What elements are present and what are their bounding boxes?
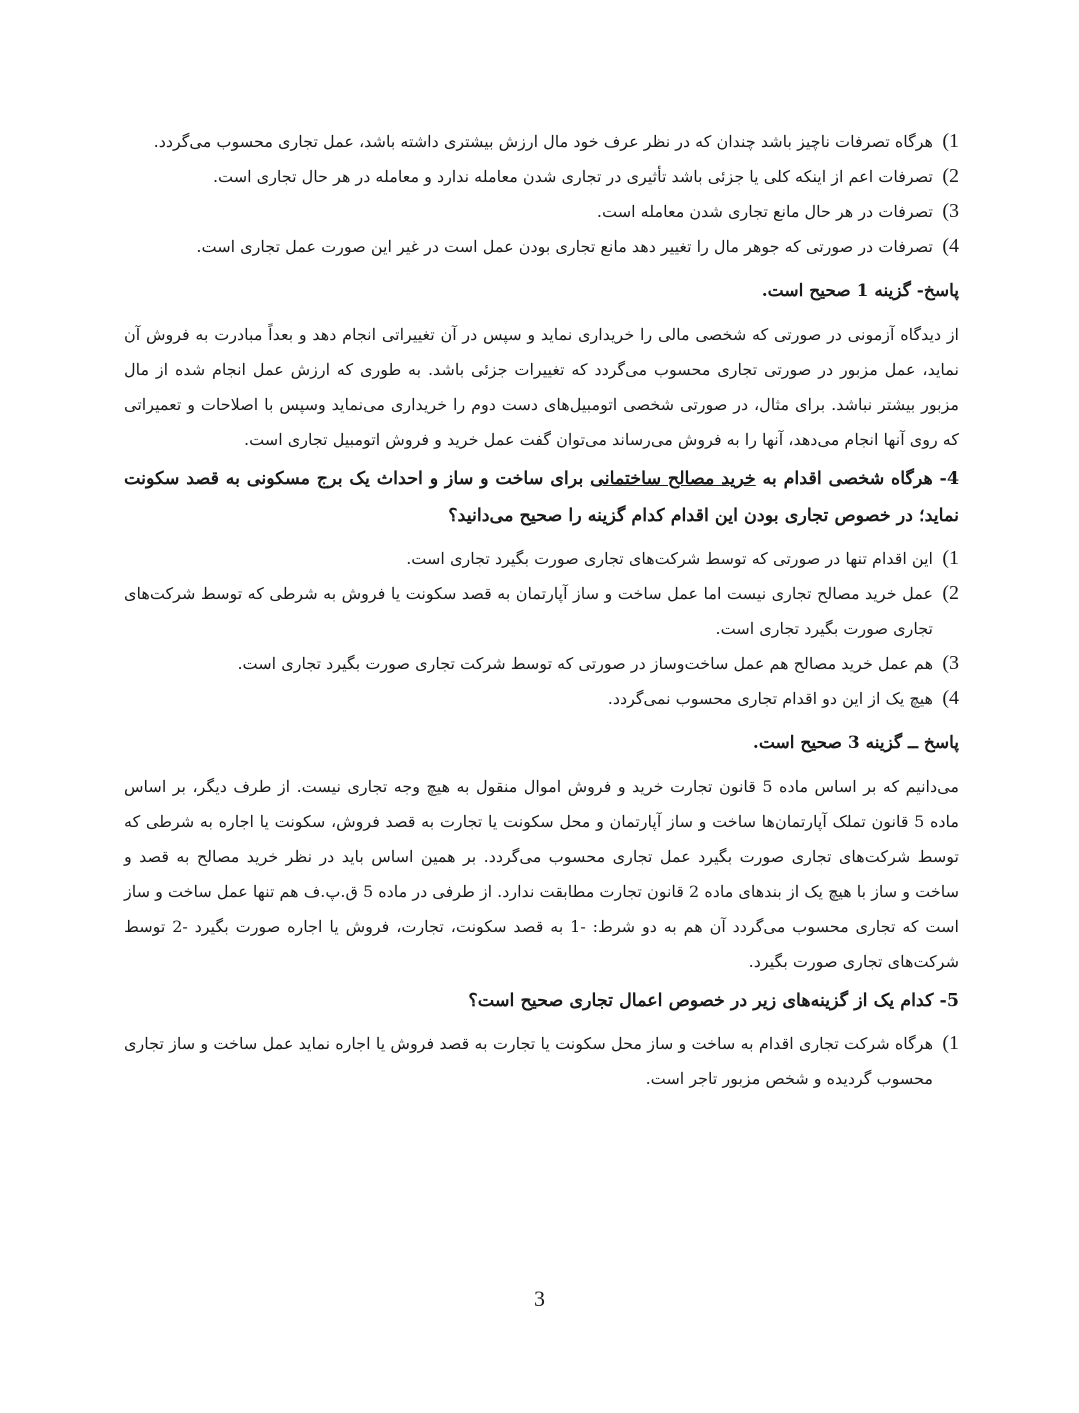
question-4-options (124, 541, 959, 716)
question-4-underlined: خرید مصالح ساختمانی (590, 469, 756, 489)
option-text: هیچ یک از این دو اقدام تجاری محسوب نمی‌گردد. (607, 689, 933, 708)
option-item (124, 229, 959, 264)
option-number: 4) (942, 687, 959, 709)
option-item (124, 159, 959, 194)
question-5-options (124, 1026, 959, 1096)
option-number: 1) (942, 130, 959, 152)
option-number: 4) (942, 235, 959, 257)
question-4-prefix: 4- هرگاه شخصی اقدام به (755, 469, 959, 489)
explanation-paragraph: از دیدگاه آزمونی در صورتی که شخصی مالی را خریداری نماید و سپس در آن تغییراتی انجام دهد و بعداً مبادرت به فروش آن نماید، عمل مزبور در صورتی تجاری محسوب می‌گردد که تغییرات جزئی باشد. به طوری که ارزش عمل انجام شده از مال مزبور بیشتر نباشد. برای مثال، در صورتی شخصی اتومبیل‌های دست دوم را خریداری می‌نماید وسپس با اصلاحات و تعمیراتی که روی آنها انجام می‌دهد، آنها را به فروش می‌رساند می‌توان گفت عمل خرید و فروش اتومبیل تجاری است. (124, 325, 959, 449)
option-number: 3) (942, 200, 959, 222)
option-item (124, 646, 959, 681)
option-number: 2) (942, 582, 959, 604)
option-text: هم عمل خرید مصالح هم عمل ساخت‌وساز در صورتی که توسط شرکت تجاری صورت بگیرد تجاری است. (237, 654, 933, 673)
option-item (124, 1026, 959, 1096)
answer-heading: پاسخ ــ گزینه 3 صحیح است. (752, 733, 959, 753)
question-5: 5- کدام یک از گزینه‌های زیر در خصوص اعمال تجاری صحیح است؟ (468, 991, 959, 1011)
option-text: تصرفات اعم از اینکه کلی یا جزئی باشد تأثیری در تجاری شدن معامله ندارد و معامله در هر حال تجاری است. (212, 167, 933, 186)
option-text: هرگاه تصرفات ناچیز باشد چندان که در نظر عرف خود مال ارزش بیشتری داشته باشد، عمل تجاری محسوب می‌گردد. (153, 132, 933, 151)
option-number: 2) (942, 165, 959, 187)
block1-options (124, 124, 959, 264)
option-number: 1) (942, 547, 959, 569)
option-text: تصرفات در صورتی که جوهر مال را تغییر دهد مانع تجاری بودن عمل است در غیر این صورت عمل تجاری است. (196, 237, 933, 256)
page-number: 3 (534, 1286, 545, 1311)
option-text: تصرفات در هر حال مانع تجاری شدن معامله است. (596, 202, 933, 221)
question-4-suffix: برای ساخت و ساز و احداث یک برج مسکونی به قصد سکونت نماید؛ در خصوص تجاری بودن این اقدام کدام گزینه را صحیح می‌دانید؟ (124, 469, 959, 526)
option-item (124, 124, 959, 159)
option-item (124, 541, 959, 576)
answer-heading: پاسخ- گزینه 1 صحیح است. (761, 281, 959, 301)
option-number: 1) (942, 1032, 959, 1054)
explanation-paragraph: می‌دانیم که بر اساس ماده 5 قانون تجارت خرید و فروش اموال منقول به هیچ وجه تجاری نیست. از طرف دیگر، بر اساس ماده 5 قانون تملک آپارتمان‌ها ساخت و ساز آپارتمان و محل سکونت یا تجارت به قصد فروش، سکونت یا اجاره به شرطی که توسط شرکت‌های تجاری صورت بگیرد عمل تجاری محسوب می‌گردد. بر همین اساس باید در نظر خرید مصالح به قصد و ساخت و ساز با هیچ یک از بندهای ماده 2 قانون تجارت مطابقت ندارد. از طرفی در ماده 5 ق.پ.ف هم تنها عمل ساخت و ساز است که تجاری محسوب می‌گردد آن هم به دو شرط: -1 به قصد سکونت، تجارت، فروش یا اجاره صورت بگیرد -2 توسط شرکت‌های تجاری صورت بگیرد. (124, 777, 960, 971)
option-item (124, 681, 959, 716)
option-text: هرگاه شرکت تجاری اقدام به ساخت و ساز محل سکونت یا تجارت به قصد فروش یا اجاره نماید عمل ساخت و ساز تجاری محسوب گردیده و شخص مزبور تاجر است. (124, 1034, 933, 1088)
option-text: عمل خرید مصالح تجاری نیست اما عمل ساخت و ساز آپارتمان به قصد سکونت یا فروش به شرطی که توسط شرکت‌های تجاری صورت بگیرد تجاری است. (124, 584, 934, 638)
question-4 (124, 461, 959, 535)
option-item (124, 194, 959, 229)
option-number: 3) (942, 652, 959, 674)
option-item (124, 576, 959, 646)
option-text: این اقدام تنها در صورتی که توسط شرکت‌های تجاری صورت بگیرد تجاری است. (406, 549, 933, 568)
document-page (124, 124, 959, 1096)
